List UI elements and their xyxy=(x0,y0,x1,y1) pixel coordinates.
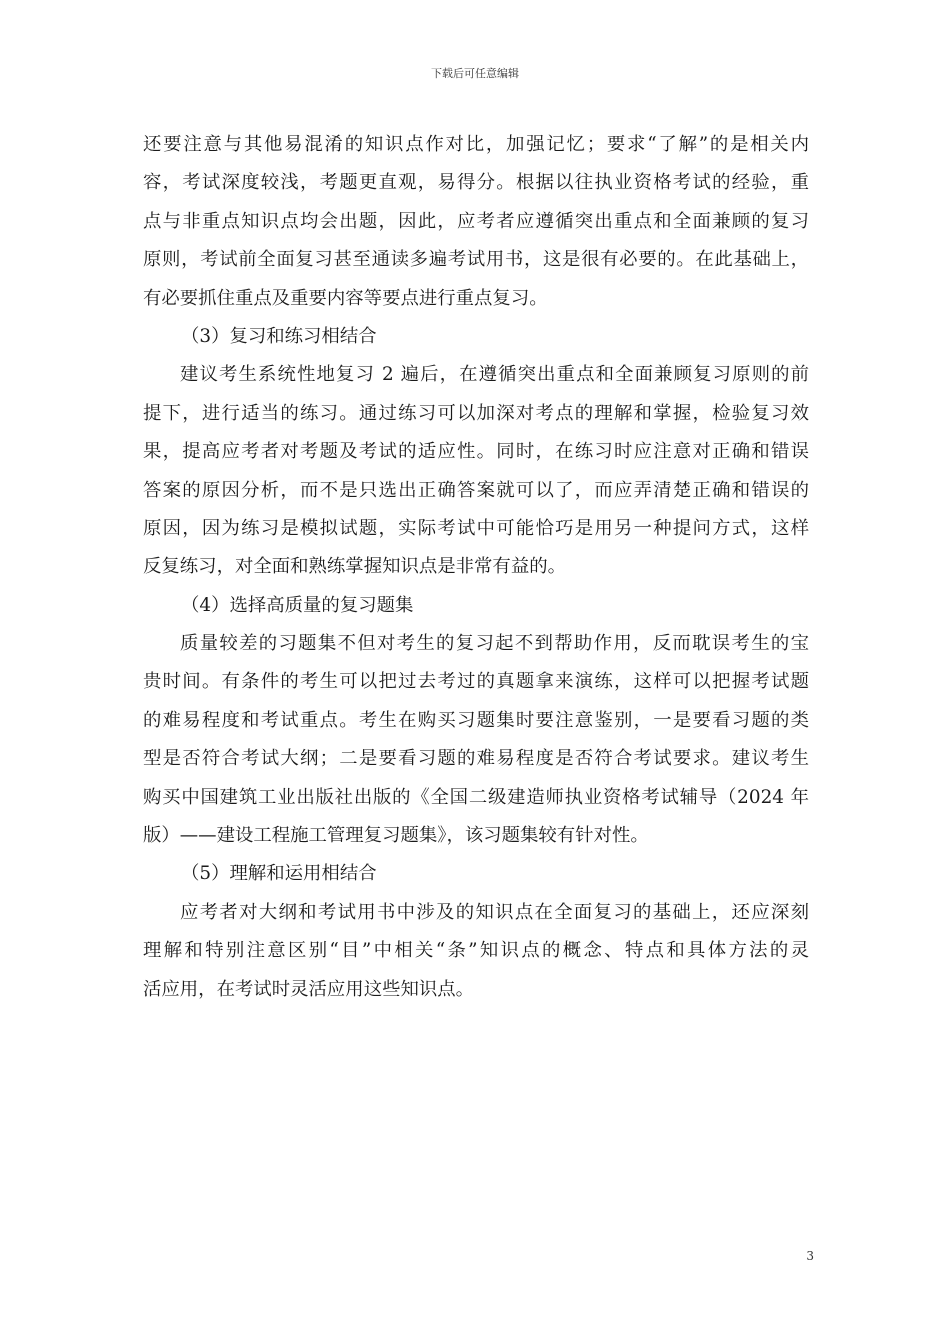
section-heading: （3）复习和练习相结合 xyxy=(181,325,377,347)
text-line: 原因，因为练习是模拟试题，实际考试中可能恰巧是用另一种提问方式，这样 xyxy=(143,517,809,539)
text-line: 购买中国建筑工业出版社出版的《全国二级建造师执业资格考试辅导（2024 年 xyxy=(143,786,809,808)
text-line: 果，提高应考者对考题及考试的适应性。同时，在练习时应注意对正确和错误 xyxy=(143,441,809,463)
text-line: 点与非重点知识点均会出题，因此，应考者应遵循突出重点和全面兼顾的复习 xyxy=(143,210,809,232)
text-line: 型是否符合考试大纲；二是要看习题的难易程度是否符合考试要求。建议考生 xyxy=(143,748,809,770)
text-line: 活应用，在考试时灵活应用这些知识点。 xyxy=(143,978,475,1000)
page-header: 下载后可任意编辑 xyxy=(431,67,519,80)
text-line: 反复练习，对全面和熟练掌握知识点是非常有益的。 xyxy=(143,556,566,578)
text-line: 还要注意与其他易混淆的知识点作对比，加强记忆；要求“了解”的是相关内 xyxy=(143,134,809,155)
text-line: 有必要抓住重点及重要内容等要点进行重点复习。 xyxy=(143,287,548,309)
paragraph xyxy=(143,894,809,1009)
text-line: 答案的原因分析，而不是只选出正确答案就可以了，而应弄清楚正确和错误的 xyxy=(143,479,809,501)
text-line: 应考者对大纲和考试用书中涉及的知识点在全面复习的基础上，还应深刻 xyxy=(180,901,809,923)
paragraph xyxy=(143,356,809,586)
text-line: 建议考生系统性地复习 2 遍后，在遵循突出重点和全面兼顾复习原则的前 xyxy=(180,364,809,386)
section-heading: （5）理解和运用相结合 xyxy=(181,863,377,885)
text-line: 原则，考试前全面复习甚至通读多遍考试用书，这是很有必要的。在此基础上， xyxy=(143,249,809,271)
text-line: 贵时间。有条件的考生可以把过去考过的真题拿来演练，这样可以把握考试题 xyxy=(143,671,809,693)
text-line: 的难易程度和考试重点。考生在购买习题集时要注意鉴别，一是要看习题的类 xyxy=(143,709,809,731)
text-line: 质量较差的习题集不但对考生的复习起不到帮助作用，反而耽误考生的宝 xyxy=(180,633,809,655)
text-line: 提下，进行适当的练习。通过练习可以加深对考点的理解和掌握，检验复习效 xyxy=(143,402,809,424)
section-heading: （4）选择高质量的复习题集 xyxy=(181,594,414,616)
text-line: 理解和特别注意区别“目”中相关“条”知识点的概念、特点和具体方法的灵 xyxy=(143,940,809,962)
paragraph xyxy=(143,625,809,855)
document-body xyxy=(143,126,809,1009)
page-number: 3 xyxy=(806,1249,814,1263)
text-line: 容，考试深度较浅，考题更直观，易得分。根据以往执业资格考试的经验，重 xyxy=(143,172,809,194)
text-line: 版）——建设工程施工管理复习题集》，该习题集较有针对性。 xyxy=(143,825,649,847)
paragraph xyxy=(143,126,809,318)
